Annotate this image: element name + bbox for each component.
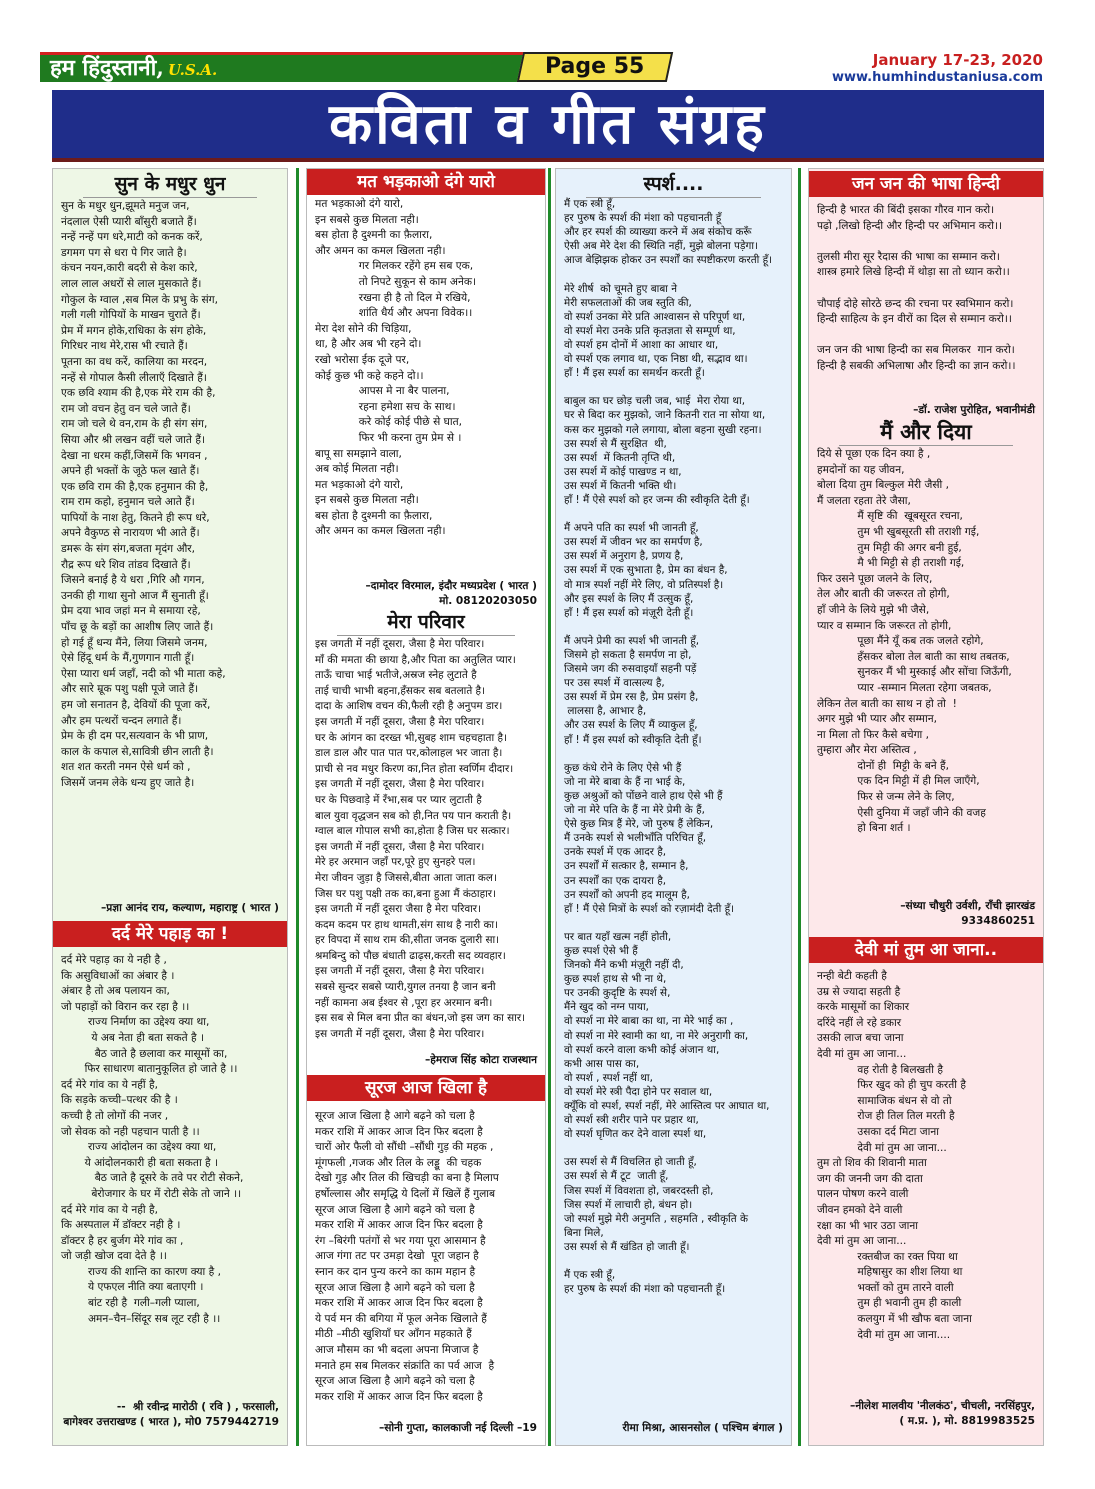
masthead-title: हम हिंदुस्तानी, <box>50 55 164 81</box>
column-4 <box>808 168 1044 1446</box>
poem-author: –दामोदर विरमाल, इंदौर मध्यप्रदेश ( भारत ) मो. 08120203050 <box>365 580 537 607</box>
column-1 <box>52 168 288 1446</box>
poem-body: दर्द मेरे पहाड़ का ये नही है , कि असुविधाओं का अंबार है । अंबार है तो अब पलायन का, जो पहाड़ों को विरान कर रहा है ।। राज्य निर्माण का उद्देश्य क्या था, ये अब नेता ही बता सकते है । बैठ जाते है छलावा कर मासूमों का, फिर साधारण बातानुकूलित हो जाते है ।। दर्द मेरे गांव का ये नहीं है, कि सड़के कच्ची–पत्थर की है । कच्ची है तो लोगों की नजर , जो सेवक को नही पहचान पाती है ।। राज्य आंदोलन का उद्देश्य क्या था, ये आंदोलनकारी ही बता सकता है । बैठ जाते है दूसरे के तवे पर रोटी सेकने, बेरोजगार के घर में रोटी सेके तो जाने ।। दर्द मेरे गांव का ये नही है, कि अस्पताल में डॉक्टर नही है । डॉक्टर है हर बुर्जग मेरे गांव का , जो जड़ी खोज दवा देते है ।। राज्य की शान्ति का कारण क्या है , ये एफएल नीति क्या बताएगी । बांट रही है गली–गली प्याला, अमन–चैन–सिंदूर सब लूट रही है ।। <box>61 954 244 1325</box>
poem-author: –सोनी गुप्ता, कालकाजी नई दिल्ली –19 <box>378 1422 537 1434</box>
masthead-country: U.S.A. <box>167 61 218 79</box>
poem-title: मेरा परिवार <box>387 611 465 633</box>
poem-author: –नीलेश मालवीय 'नीलकंठ', चीचली, नरसिंहपुर, ( म.प्र. ), मो. 8819983525 <box>850 1400 1035 1427</box>
page-number-badge <box>517 52 673 82</box>
issue-date: January 17-23, 2020 <box>872 51 1043 69</box>
poem-body: सुन के मधुर धुन,झूमते मनुज जन, नंदलाल ऐसी प्यारी बाँसुरी बजाते हैं। नन्हें नन्हें पग धरे,माटी को कनक करें, डगमग पग से धरा पे गिर जाते है। कंचन नयन,कारी बदरी से केश कारे, लाल लाल अधरों से लाल मुसकाते हैं। गोकुल के ग्वाल ,सब मिल के प्रभु के संग, गली गली गोपियों के माखन चुराते हैं। प्रेम में मगन होके,राधिका के संग होके, गिरिधर नाथ मेरे,रास भी रचाते हैं। पूतना का वध करें, कालिया का मरदन, नन्हें से गोपाल कैसी लीलाएँ दिखाते हैं। एक छवि श्याम की है,एक मेरे राम की है, राम जो वचन हेतु वन चले जाते हैं। राम जो चले थे वन,राम के ही संग संग, सिया और श्री लखन वहीं चले जाते हैं। देखा ना धरम कहीं,जिसमें कि भगवन , अपने ही भक्तों के जूठे फल खाते हैं। एक छवि राम की है,एक हनुमान की है, राम राम कहो, हनुमान चले आते हैं। पापियों के नाश हेतु, कितने ही रूप धरे, अपने वैकुण्ठ से नारायण भी आते हैं। डमरू के संग संग,बजता मृदंग और, रौद्र रूप धरे शिव तांडव दिखाते हैं। जिसने बनाई है ये धरा ,गिरि औ गगन, उनकी ही गाथा सुनो आज मैं सुनाती हूँ। प्रेम दया भाव जहां मन मे समाया रहे, पाँच छू के बड़ों का आशीष लिए जाते हैं। हो गई हूँ धन्य मैंने, लिया जिसमे जनम, ऐसे हिंदू धर्म के मैं,गुणगान गाती हूँ। ऐसा प्यारा धर्म जहाँ, नदी को भी माता कहे, और सारे म्रूक पशु पक्षी पूजे जाते हैं। हम जो सनातन है, देवियों की पूजा करें, और हम पत्थरों चन्दन लगाते हैं। प्रेम के ही दम पर,सत्यवान के भी प्राण, काल के कपाल से,सावित्री छीन लाती है। शत शत करती नमन ऐसे धर्म को , जिसमें जनम लेके धन्य हुए जाते है। <box>61 200 226 789</box>
poem-body: मैं एक स्त्री हूँ, हर पुरुष के स्पर्श की मंशा को पहचानती हूँ और हर स्पर्श की व्याख्या करने में अब संकोच करूँ ऐसी अब मेरे देश की स्थिति नहीं, मुझे बोलना पड़ेगा। आज बेझिझक होकर उन स्पर्शों का स्पष्टीकरण करती हूँ। मेरे शीर्ष को चूमते हुए बाबा ने मेरी सफलताओं की जब स्तुति की, वो स्पर्श उनका मेरे प्रति आश्वासन से परिपूर्ण था, वो स्पर्श मेरा उनके प्रति कृतज्ञता से सम्पूर्ण था, वो स्पर्श हम दोनों में आशा का आधार था, वो स्पर्श एक लगाव था, एक निष्ठा थी, सद्भाव था। हाँ ! मैं इस स्पर्श का समर्थन करती हूँ। बाबुल का घर छोड़ चली जब, भाई मेरा रोया था, घर से बिदा कर मुझको, जाने कितनी रात ना सोया था, कस कर मुझको गले लगाया, बोला बहना सुखी रहना। उस स्पर्श से मैं सुरक्षित थी, उस स्पर्श में कितनी तृप्ति थी, उस स्पर्श में कोई पाखण्ड न था, उस स्पर्श में कितनी भक्ति थी। हाँ ! मैं ऐसे स्पर्श को हर जन्म की स्वीकृति देती हूँ। मैं अपने पति का स्पर्श भी जानती हूँ, उस स्पर्श में जीवन भर का समर्पण है, उस स्पर्श में अनुराग है, प्रणय है, उस स्पर्श में एक सुभाता है, प्रेम का बंधन है, वो मात्र स्पर्श नहीं मेरे लिए, वो प्रतिस्पर्श है। और इस स्पर्श के लिए मैं उत्सुक हूँ, हाँ ! मैं इस स्पर्श को मंज़ूरी देती हूँ। मैं अपने प्रेमी का स्पर्श भी जानती हूँ, जिसमे हो सकता है समर्पण ना हो, जिसमे जग की रुसवाइयाँ सहनी पड़ें पर उस स्पर्श में वात्सल्य है, उस स्पर्श में प्रेम रस है, प्रेम प्रसंग है, लालसा है, आभार है, और उस स्पर्श के लिए मैं व्याकुल हूँ, हाँ ! मैं इस स्पर्श को स्वीकृति देती हूँ। कुछ कंधे रोने के लिए ऐसे भी हैं जो ना मेरे बाबा के हैं ना भाई के, कुछ अश्रुओं को पोंछने वाले हाथ ऐसे भी हैं जो ना मेरे पति के हैं ना मेरे प्रेमी के हैं, ऐसे कुछ मित्र हैं मेरे, जो पुरुष हैं लेकिन, मैं उनके स्पर्श से भलीभाँति परिचित हूँ, उनके स्पर्श में एक आदर है, उन स्पर्शों में सत्कार है, सम्मान है, उन स्पर्शों का एक दायरा है, उन स्पर्शों को अपनी हद मालूम है, हाँ ! मैं ऐसे मित्रों के स्पर्श को रज़ामंदी देती हूँ। पर बात यहाँ खत्म नहीं होती, कुछ स्पर्श ऐसे भी हैं जिनको मैंने कभी मंज़ूरी नहीं दी, कुछ स्पर्श हाथ से भी ना थे, पर उनकी कुदृष्टि के स्पर्श से, मैंने खुद को नग्न पाया, वो स्पर्श ना मेरे बाबा का था, ना मेरे भाई का , वो स्पर्श ना मेरे स्वामी का था, ना मेरे अनुरागी का, वो स्पर्श करने वाला कभी कोई अंजान था, कभी आस पास का, वो स्पर्श , स्पर्श नहीं था, वो स्पर्श मेरे स्त्री पैदा होने पर सवाल था, क्यूँकि वो स्पर्श, स्पर्श नहीं, मेरे आस्तित्व पर आघात था, वो स्पर्श स्त्री शरीर पाने पर प्रहार था, वो स्पर्श घृणित कर देने वाला स्पर्श था, उस स्पर्श से मैं विचलित हो जाती हूँ, उस स्पर्श से मैं टूट जाती हूँ, जिस स्पर्श में विवशता हो, जबरदस्ती हो, जिस स्पर्श में लाचारी हो, बंधन हो। जो स्पर्श मुझे मेरी अनुमति , सहमति , स्वीकृति के बिना मिले, उस स्पर्श से मैं खंडित हो जाती हूँ। मैं एक स्त्री हूँ, हर पुरुष के स्पर्श की मंशा को पहचानती हूँ। <box>564 198 773 1296</box>
section-banner: कविता व गीत संग्रह <box>52 90 1044 162</box>
website-link[interactable]: www.humhindustaniusa.com <box>831 70 1043 85</box>
poem-body: सूरज आज खिला है आगे बढ़ने को चला है मकर राशि में आकर आज दिन फिर बदला है चारों ओर फैली वो सौंधी –सौंधी गुड़ की महक , मूंगफली ,गजक और तिल के लड्डू की चहक देखो गुड़ और तिल की खिचड़ी का बना है मिलाप हर्षोल्लास और समृद्धि ये दिलों में खिलें हैं गुलाब सूरज आज खिला है आगे बढ़ने को चला है मकर राशि में आकर आज दिन फिर बदला है रंग –बिरंगी पतंगों से भर गया पूरा आसमान है आज गंगा तट पर उमड़ा देखो पूरा जहान है स्नान कर दान पुन्य करने का काम महान है सूरज आज खिला है आगे बढ़ने को चला है मकर राशि में आकर आज दिन फिर बदला है ये पर्व मन की बगिया में फूल अनेक खिलाते हैं मीठी –मीठी खुशियाँ घर आँगन महकाते हैं आज मौसम का भी बदला अपना मिजाज है मनाते हम सब मिलकर संक्रांति का पर्व आज है सूरज आज खिला है आगे बढ़ने को चला है मकर राशि में आकर आज दिन फिर बदला है <box>315 1110 499 1403</box>
poem-title: मैं और दिया <box>880 420 972 444</box>
poem-author: –संध्या चौधुरी उर्वशी, राँची झारखंड 9334860251 <box>900 900 1035 927</box>
issue-date-block <box>832 52 1043 86</box>
poem-body: हिन्दी है भारत की बिंदी इसका गौरव गान करो। पढ़ो ,लिखो हिन्दी और हिन्दी पर अभिमान करो।। तुलसी मीरा सूर रैदास की भाषा का सम्मान करो। शास्त्र हमारे लिखे हिन्दी में थोड़ा सा तो ध्यान करो।। चौपाई दोहे सोरठे छन्द की रचना पर स्वभिमान करो। हिन्दी साहित्य के इन वीरों का दिल से सम्मान करो।। जन जन की भाषा हिन्दी का सब मिलकर गान करो। हिन्दी है सबकी अभिलाषा और हिन्दी का ज्ञान करो।। <box>817 204 1016 372</box>
poem-title: देवी मां तुम आ जाना.. <box>809 937 1043 963</box>
title-divider <box>839 445 1013 446</box>
poem-body: नन्ही बेटी कहती है उम्र से ज्यादा सहती है करके मासूमों का शिकार दरिंदे नहीं ले रहे डकार उसकी लाज बचा जाना देवी मां तुम आ जाना... वह रोती है बिलखती है फिर खुद को ही चुप करती है सामाजिक बंधन से वो तो रोज ही तिल तिल मरती है उसका दर्द मिटा जाना देवी मां तुम आ जाना... तुम तो शिव की शिवानी माता जग की जननी जग की दाता पालन पोषण करने वाली जीवन हमको देने वाली रक्षा का भी भार उठा जाना देवी मां तुम आ जाना... रक्तबीज का रक्त पिया था महिषासुर का शीश लिया था भक्तों को तुम तारने वाली तुम ही भवानी तुम ही काली कलयुग में भी खौफ बता जाना देवी मां तुम आ जाना.... <box>817 970 972 1341</box>
poem-author: -- श्री रवीन्द्र मारोठी ( रवि ) , फरसाली, बागेश्वर उत्तराखण्ड ( भारत ), मो0 7579442719 <box>63 1401 279 1428</box>
title-divider <box>337 635 515 636</box>
column-2 <box>306 168 546 1446</box>
poem-author: –हेमराज सिंह कोटा राजस्थान <box>425 1054 537 1066</box>
poem-body: दिये से पूछा एक दिन क्या है , हमदोनों का यह जीवन, बोला दिया तुम बिल्कुल मेरी जैसी , मैं जलता रहता तेरे जैसा, मैं सृष्टि की खूबसूरत रचना, तुम भी खुबसूरती सी तराशी गई, तुम मिट्टी की अगर बनी हुई, मै भी मिट्टी से ही तराशी गई, फिर उसने पूछा जलने के लिए, तेल और बाती की जरूरत तो होगी, हाँ जीने के लिये मुझे भी जैसे, प्यार व सम्मान कि जरूरत तो होगी, पूछा मैंने यूँ कब तक जलते रहोगे, हँसकर बोला तेल बाती का साथ तबतक, सुनकर मैं भी मुस्काई और सोंचा जिऊँगी, प्यार -सम्मान मिलता रहेगा जबतक, लेकिन तेल बाती का साथ न हो तो ! अगर मुझे भी प्यार और सम्मान, ना मिला तो फिर कैसे बचेगा , तुम्हारा और मेरा अस्तित्व , दोनों ही मिट्टी के बने हैं, एक दिन मिट्टी में ही मिल जाएँगे, फिर से जन्म लेने के लिए, ऐसी दुनिया में जहाँ जीने की वजह हो बिना शर्त । <box>817 448 1012 835</box>
title-divider <box>83 197 257 198</box>
column-divider <box>798 168 801 1446</box>
poem-body: मत भड़काओ दंगे यारो, इन सबसे कुछ मिलता नही। बस होता है दुश्मनी का फ़ैलारा, और अमन का कमल खिलता नही। गर मिलकर रहेंगे हम सब एक, तो निपटे सुकून से काम अनेक। रखना ही है तो दिल मे रखिये, शांति धैर्य और अपना विवेक।। मेरा देश सोने की चिड़िया, था, है और अब भी रहने दो। रखो भरोसा ईक दूजे पर, कोई कुछ भी कहे कहने दो।। आपस मे ना बैर पालना, रहना हमेशा सच के साथ। करे कोई कोई पीछे से घात, फिर भी करना तुम प्रेम से । बापू सा समझाने वाला, अब कोई मिलता नही। मत भड़काओ दंगे यारो, इन सबसे कुछ मिलता नही। बस होता है दुश्मनी का फ़ैलारा, और अमन का कमल खिलता नही। <box>315 198 477 538</box>
page-number: Page 55 <box>545 54 645 79</box>
poem-title: स्पर्श.... <box>643 173 704 195</box>
column-3 <box>555 168 792 1446</box>
poem-title: मत भड़काओ दंगे यारो <box>307 169 545 195</box>
newspaper-name <box>40 52 560 82</box>
poem-author: –डॉ. राजेश पुरोहित, भवानीमंडी <box>913 404 1035 416</box>
poem-body: इस जगती में नहीं दूसरा, जैसा है मेरा परिवार। माँ की ममता की छाया है,और पिता का अतुलित प्यार। ताऊँ चाचा भाई भतीजे,अस्रज स्नेह लुटाते है ताई चाची भाभी बहना,हँसकर सब बतलाते है। दादा के आशिष वचन की,फैली रही है अनुपम डार। इस जगती में नहीं दूसरा, जैसा है मेरा परिवार। घर के आंगन का दरख्त भी,सुबह शाम चहचहाता है। डाल डाल और पात पात पर,कोलाहल भर जाता है। प्राची से नव मधुर किरण का,नित होता स्वर्णिम दीदार। इस जगती में नहीं दूसरा, जैसा है मेरा परिवार। घर के पिछवाड़े में रँभा,सब पर प्यार लुटाती है बाल युवा वृद्धजन सब को ही,नित पय पान कराती है। ग्वाल बाल गोपाल सभी का,होता है जिस घर सत्कार। इस जगती में नहीं दूसरा, जैसा है मेरा परिवार। मेरे हर अरमान जहाँ पर,पूरे हुए सुनहरे पल। मेरा जीवन जुड़ा है जिससे,बीता आता जाता कल। जिस घर पशु पक्षी तक का,बना हुआ मैं कंठाहार। इस जगती में नहीं दूसरा जैसा है मेरा परिवार। कदम कदम पर हाथ थामती,संग साथ है नारी का। हर विपदा में साथ राम की,सीता जनक दुलारी सा। श्रमबिन्दु को पौछ बंधाती ढाढ़स,करती सद व्यवहार। इस जगती में नहीं दूसरा, जैसा है मेरा परिवार। सबसे सुन्दर सबसे प्यारी,युगल तनया है जान बनी नहीं कामना अब ईश्वर से ,पूरा हर अरमान बनी। इस सब से मिल बना प्रीत का बंधन,जो इस जग का सार। इस जगती में नहीं दूसरा, जैसा है मेरा परिवार। <box>315 638 526 1040</box>
poem-title: सूरज आज खिला है <box>307 1075 545 1101</box>
poem-author: –प्रज्ञा आनंद राय, कल्याण, महाराष्ट्र ( भारत ) <box>100 902 279 914</box>
poem-title: जन जन की भाषा हिन्दी <box>809 171 1043 197</box>
column-divider <box>296 168 299 1446</box>
poem-title: दर्द मेरे पहाड़ का ! <box>53 921 287 947</box>
column-divider <box>548 168 551 1446</box>
poem-author: रीमा मिश्रा, आसनसोल ( पश्चिम बंगाल ) <box>622 1422 783 1434</box>
poem-title: सुन के मधुर धुन <box>114 173 226 195</box>
